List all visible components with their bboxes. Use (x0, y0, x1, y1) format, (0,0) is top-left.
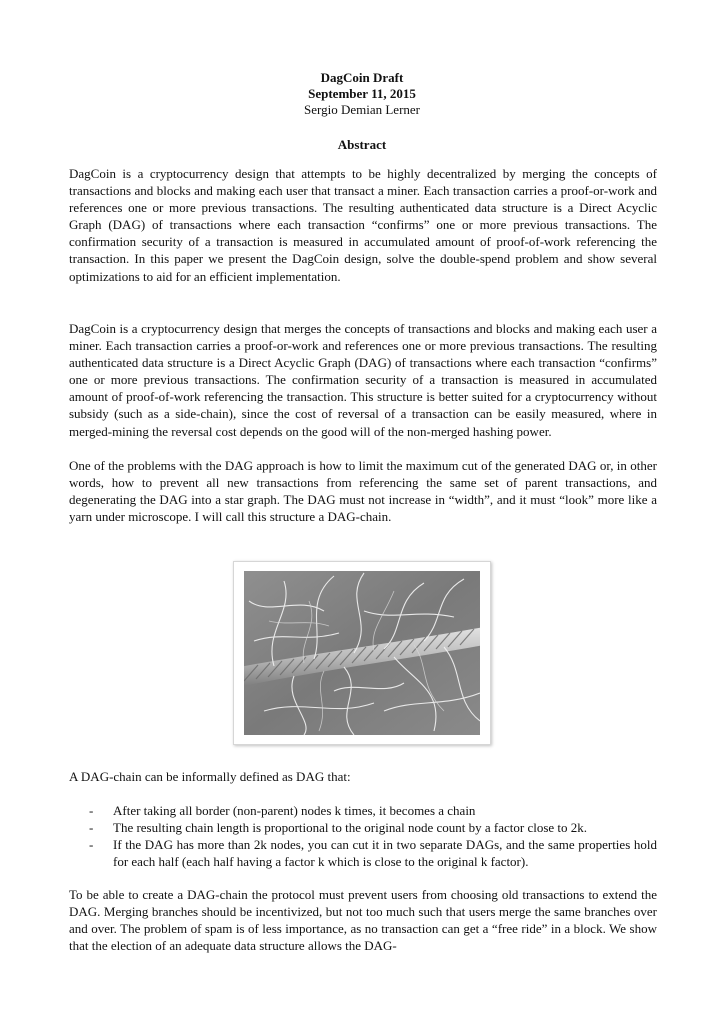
problem-paragraph: One of the problems with the DAG approach is how to limit the maximum cut of the generated DAG or, in other words, how to prevent all new transactions from referencing the same set of parent transactions, and degenerating the DAG into a star graph. The DAG must not increase in “width”, and it must “look” more like a yarn under microscope. I will call this structure a DAG-chain. (69, 458, 657, 525)
list-item (89, 819, 657, 836)
list-item-text: The resulting chain length is proportional to the original node count by a factor close to 2k. (113, 820, 588, 836)
list-bullet: - (89, 820, 94, 836)
definition-intro: A DAG-chain can be informally defined as DAG that: (69, 769, 351, 784)
list-bullet: - (89, 837, 94, 853)
list-bullet: - (89, 803, 94, 818)
list-item-text: If the DAG has more than 2k nodes, you can cut it in two separate DAGs, and the same properties hold for each half (each half having a factor k which is close to the original k factor). (113, 837, 657, 870)
intro-paragraph: DagCoin is a cryptocurrency design that merges the concepts of transactions and blocks and making each user a miner. Each transaction carries a proof-or-work and references one or more previous transactions. The resulting authenticated data structure is a Direct Acyclic Graph (DAG) of transactions where each transaction “confirms” one or more previous transactions. The confirmation security of a transaction is measured in accumulated amount of proof-of-work referencing the transaction. This structure is better suited for a cryptocurrency without subsidy (such as a side-chain), since the cost of reversal of a transaction can be easily measured, where in merged-mining the reversal cost depends on the good will of the non-merged hashing power. (69, 321, 657, 439)
title-block (0, 70, 724, 118)
definition-list (89, 802, 657, 870)
paper-author: Sergio Demian Lerner (304, 102, 420, 117)
abstract-paragraph: DagCoin is a cryptocurrency design that attempts to be highly decentralized by merging the concepts of transactions and blocks and making each user that transact a miner. Each transaction carries a proof-or-work and references one or more previous transactions. The resulting authenticated data structure is a Direct Acyclic Graph (DAG) of transactions where each transaction “confirms” one or more previous transactions. The confirmation security of a transaction is measured in accumulated amount of proof-of-work referencing the transaction. In this paper we present the DagCoin design, solve the double-spend problem and show several optimizations to aid for an efficient implementation. (69, 166, 657, 284)
list-item (89, 836, 657, 870)
paper-title: DagCoin Draft (320, 70, 404, 85)
list-item-text: After taking all border (non-parent) nodes k times, it becomes a chain (113, 803, 476, 818)
paper-date: September 11, 2015 (308, 86, 416, 101)
final-paragraph: To be able to create a DAG-chain the protocol must prevent users from choosing old transactions to extend the DAG. Merging branches should be incentivized, but not too much such that users merge the same branches over and over. The problem of spam is of less importance, as no transaction can get a “free ride” in a block. We show that the election of an adequate data structure allows the DAG- (69, 887, 657, 954)
yarn-microscope-image (244, 571, 480, 735)
list-item (89, 802, 657, 819)
abstract-heading: Abstract (337, 137, 387, 152)
yarn-microscope-figure (233, 561, 491, 745)
